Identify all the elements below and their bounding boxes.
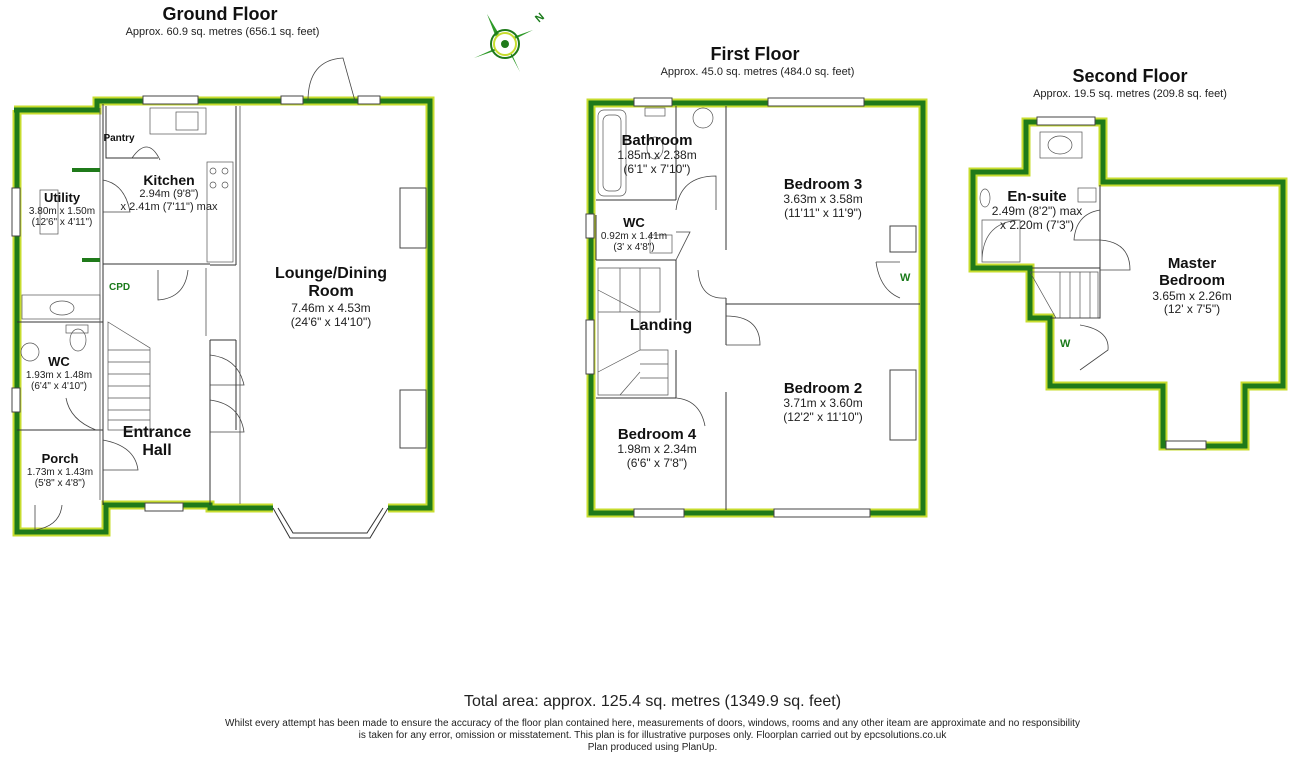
- wardrobe-label-second: W: [1060, 338, 1071, 350]
- bedroom2-name: Bedroom 2: [783, 380, 863, 397]
- room-wc-ground: [26, 355, 92, 393]
- ensuite-dim2: x 2.20m (7'3"): [1000, 218, 1074, 233]
- kitchen-window: [143, 96, 198, 104]
- bedroom2-dim1: 3.71m x 3.60m: [783, 396, 863, 411]
- pantry-name: Pantry: [103, 133, 135, 144]
- landing-name: Landing: [629, 317, 693, 334]
- first-floor-area: Approx. 45.0 sq. metres (484.0 sq. feet): [660, 66, 855, 78]
- room-bedroom2: [783, 380, 863, 425]
- disclaimer-line2: is taken for any error, omission or misstatement. This plan is for illustrative purposes only. Floorplan carried out by epcsolutions.co.uk: [358, 730, 947, 741]
- room-master-bedroom: [1152, 255, 1231, 317]
- wardrobe-label-first: W: [900, 272, 911, 284]
- bedroom4-name: Bedroom 4: [617, 426, 697, 443]
- utility-dim1: 3.80m x 1.50m: [28, 205, 96, 217]
- disclaimer-line1: Whilst every attempt has been made to ensure the accuracy of the floor plan contained here, measurements of doors, windows, rooms and any other iteam are approximate and no responsibility: [225, 718, 1080, 729]
- first-floor-title: First Floor: [710, 44, 800, 64]
- wc-ground-dim2: (6'4" x 4'10"): [31, 381, 87, 393]
- bedroom3-cupboard: [890, 226, 916, 252]
- room-lounge-dining: [275, 265, 387, 329]
- room-entrance-hall: [123, 424, 191, 461]
- porch-dim2: (5'8" x 4'8"): [34, 478, 86, 490]
- ensuite-dim1: 2.49m (8'2") max: [991, 204, 1083, 219]
- wc-first-name: WC: [623, 215, 645, 230]
- second-floor-title: Second Floor: [1072, 66, 1188, 86]
- lounge-radiator-bottom: [400, 390, 426, 448]
- bedroom3-dim1: 3.63m x 3.58m: [783, 192, 863, 207]
- bedroom3-window: [768, 98, 864, 106]
- landing-window: [586, 320, 594, 374]
- lounge-dim1: 7.46m x 4.53m: [291, 300, 371, 315]
- kitchen-name: Kitchen: [143, 172, 195, 188]
- hall-window: [145, 503, 183, 511]
- kitchen-dim2: x 2.41m (7'11") max: [120, 200, 218, 213]
- disclaimer: [0, 718, 1305, 754]
- porch-dim1: 1.73m x 1.43m: [26, 466, 94, 478]
- bedroom4-window: [634, 509, 684, 517]
- utility-window: [12, 188, 20, 236]
- bedroom4-dim2: (6'6" x 7'8"): [626, 456, 688, 471]
- master-window: [1166, 441, 1206, 449]
- utility-name: Utility: [43, 190, 81, 205]
- bedroom2-window: [774, 509, 870, 517]
- wc-window: [12, 388, 20, 412]
- utility-dim2: (12'6" x 4'11"): [31, 217, 93, 229]
- entrance-name-line2: Hall: [142, 442, 172, 460]
- room-utility: [29, 191, 95, 229]
- room-landing: [630, 317, 692, 335]
- cupboard-label: CPD: [109, 282, 131, 293]
- room-bathroom: [617, 132, 696, 177]
- master-name-line2: Bedroom: [1159, 272, 1225, 290]
- disclaimer-line3: Plan produced using PlanUp.: [587, 742, 718, 753]
- bathroom-window: [634, 98, 672, 106]
- room-kitchen: [121, 172, 218, 213]
- bedroom3-dim2: (11'11" x 11'9"): [784, 206, 862, 221]
- compass-rose: [474, 14, 533, 72]
- second-floor-plan: [973, 117, 1283, 449]
- master-dim1: 3.65m x 2.26m: [1152, 288, 1232, 303]
- room-bedroom3: [783, 176, 862, 221]
- room-porch: [27, 452, 93, 490]
- wc-ground-name: WC: [48, 354, 70, 369]
- compass-north-label: N: [533, 10, 547, 26]
- lounge-radiator-top: [400, 188, 426, 248]
- ground-floor-area: Approx. 60.9 sq. metres (656.1 sq. feet): [125, 26, 320, 38]
- kitchen-dim1: 2.94m (9'8"): [139, 188, 199, 201]
- bedroom2-dim2: (12'2" x 11'10"): [783, 410, 863, 425]
- second-floor-area: Approx. 19.5 sq. metres (209.8 sq. feet): [1033, 88, 1227, 100]
- ensuite-window: [1037, 117, 1095, 125]
- ground-floor-title: Ground Floor: [162, 4, 278, 24]
- wc-first-window: [586, 214, 594, 238]
- bathroom-dim2: (6'1" x 7'10"): [623, 162, 691, 177]
- room-pantry: [103, 133, 134, 145]
- bathroom-name: Bathroom: [621, 132, 693, 149]
- lounge-window-left: [281, 96, 303, 104]
- lounge-dim2: (24'6" x 14'10"): [290, 314, 372, 329]
- bedroom3-name: Bedroom 3: [783, 176, 863, 193]
- lounge-window-right: [358, 96, 380, 104]
- master-dim2: (12' x 7'5"): [1163, 302, 1221, 317]
- room-bedroom4: [617, 426, 696, 471]
- master-name-line1: Master: [1167, 255, 1217, 272]
- bedroom4-dim1: 1.98m x 2.34m: [617, 442, 697, 457]
- wc-ground-dim1: 1.93m x 1.48m: [25, 369, 93, 381]
- bathroom-dim1: 1.85m x 2.38m: [617, 148, 697, 163]
- wc-first-dim1: 0.92m x 1.41m: [600, 230, 668, 242]
- room-ensuite: [992, 188, 1083, 233]
- lounge-name-line1: Lounge/Dining: [275, 265, 387, 282]
- porch-name: Porch: [41, 451, 79, 466]
- room-wc-first: [601, 216, 667, 254]
- bedroom2-radiator: [890, 370, 916, 440]
- ensuite-name: En-suite: [1007, 188, 1067, 205]
- wc-first-dim2: (3' x 4'8"): [613, 242, 655, 254]
- lounge-name-line2: Room: [308, 283, 354, 301]
- total-area: Total area: approx. 125.4 sq. metres (1349.9 sq. feet): [463, 693, 842, 710]
- entrance-name-line1: Entrance: [122, 424, 192, 441]
